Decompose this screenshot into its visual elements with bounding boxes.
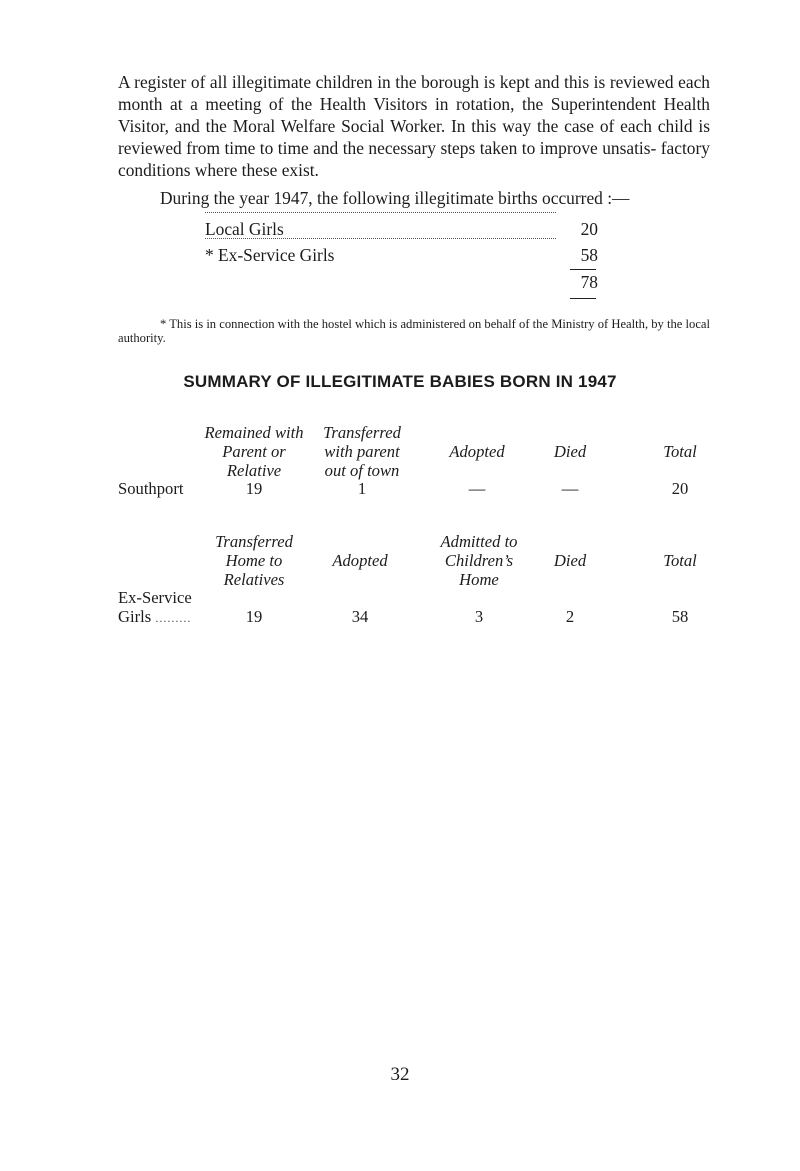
dot-leader — [205, 212, 556, 213]
southport-value-remained: 19 — [245, 479, 263, 498]
dot-leader — [205, 238, 556, 239]
southport-header-total: Total — [663, 442, 697, 461]
births-value-local-girls: 20 — [580, 219, 598, 239]
southport-row-label: Southport — [118, 479, 184, 498]
exservice-header-admitted: Admitted to Children’s Home — [440, 532, 518, 589]
summary-heading: SUMMARY OF ILLEGITIMATE BABIES BORN IN 1947 — [183, 372, 617, 391]
exservice-header-transferred-home: Transferred Home to Relatives — [215, 532, 293, 589]
southport-value-died: — — [561, 479, 579, 498]
exservice-row-label-line1: Ex-Service — [118, 588, 192, 607]
exservice-value-total: 58 — [671, 607, 689, 626]
register-paragraph: A register of all illegitimate children in the borough is kept and this is reviewed each month at a meeting of the Health Visitors in rotation, the Superintendent Health Visitor, and the Moral Welfare Social Worker. In this way the case of each child is reviewed from time to time and the necessary steps taken to improve unsatis- factory conditions where these exist. — [118, 72, 710, 180]
births-total: 78 — [580, 272, 598, 292]
exservice-header-adopted: Adopted — [332, 551, 388, 570]
exservice-header-total: Total — [663, 551, 697, 570]
southport-value-transferred: 1 — [357, 479, 367, 498]
exservice-header-died: Died — [553, 551, 587, 570]
southport-header-adopted: Adopted — [449, 442, 505, 461]
footnote: * This is in connection with the hostel which is administered on behalf of the Ministry of Health, by the local authority. — [118, 317, 710, 345]
exservice-value-transferred-home: 19 — [245, 607, 263, 626]
total-rule-top — [570, 269, 596, 270]
southport-header-transferred: Transferred with parent out of town — [323, 423, 401, 480]
exservice-value-admitted: 3 — [474, 607, 484, 626]
southport-header-died: Died — [553, 442, 587, 461]
total-rule-bottom — [570, 298, 596, 299]
southport-value-total: 20 — [671, 479, 689, 498]
births-label-ex-service-girls: * Ex-Service Girls — [205, 245, 338, 265]
births-label-local-girls: Local Girls — [205, 219, 288, 239]
exservice-value-died: 2 — [565, 607, 575, 626]
southport-value-adopted: — — [468, 479, 486, 498]
exservice-row-label-line2: Girls ......... — [118, 607, 192, 626]
births-value-ex-service-girls: 58 — [580, 245, 598, 265]
page-number: 32 — [390, 1064, 410, 1085]
exservice-value-adopted: 34 — [351, 607, 369, 626]
births-intro-paragraph: During the year 1947, the following illegitimate births occurred :— — [160, 188, 630, 208]
southport-header-remained: Remained with Parent or Relative — [204, 423, 304, 480]
